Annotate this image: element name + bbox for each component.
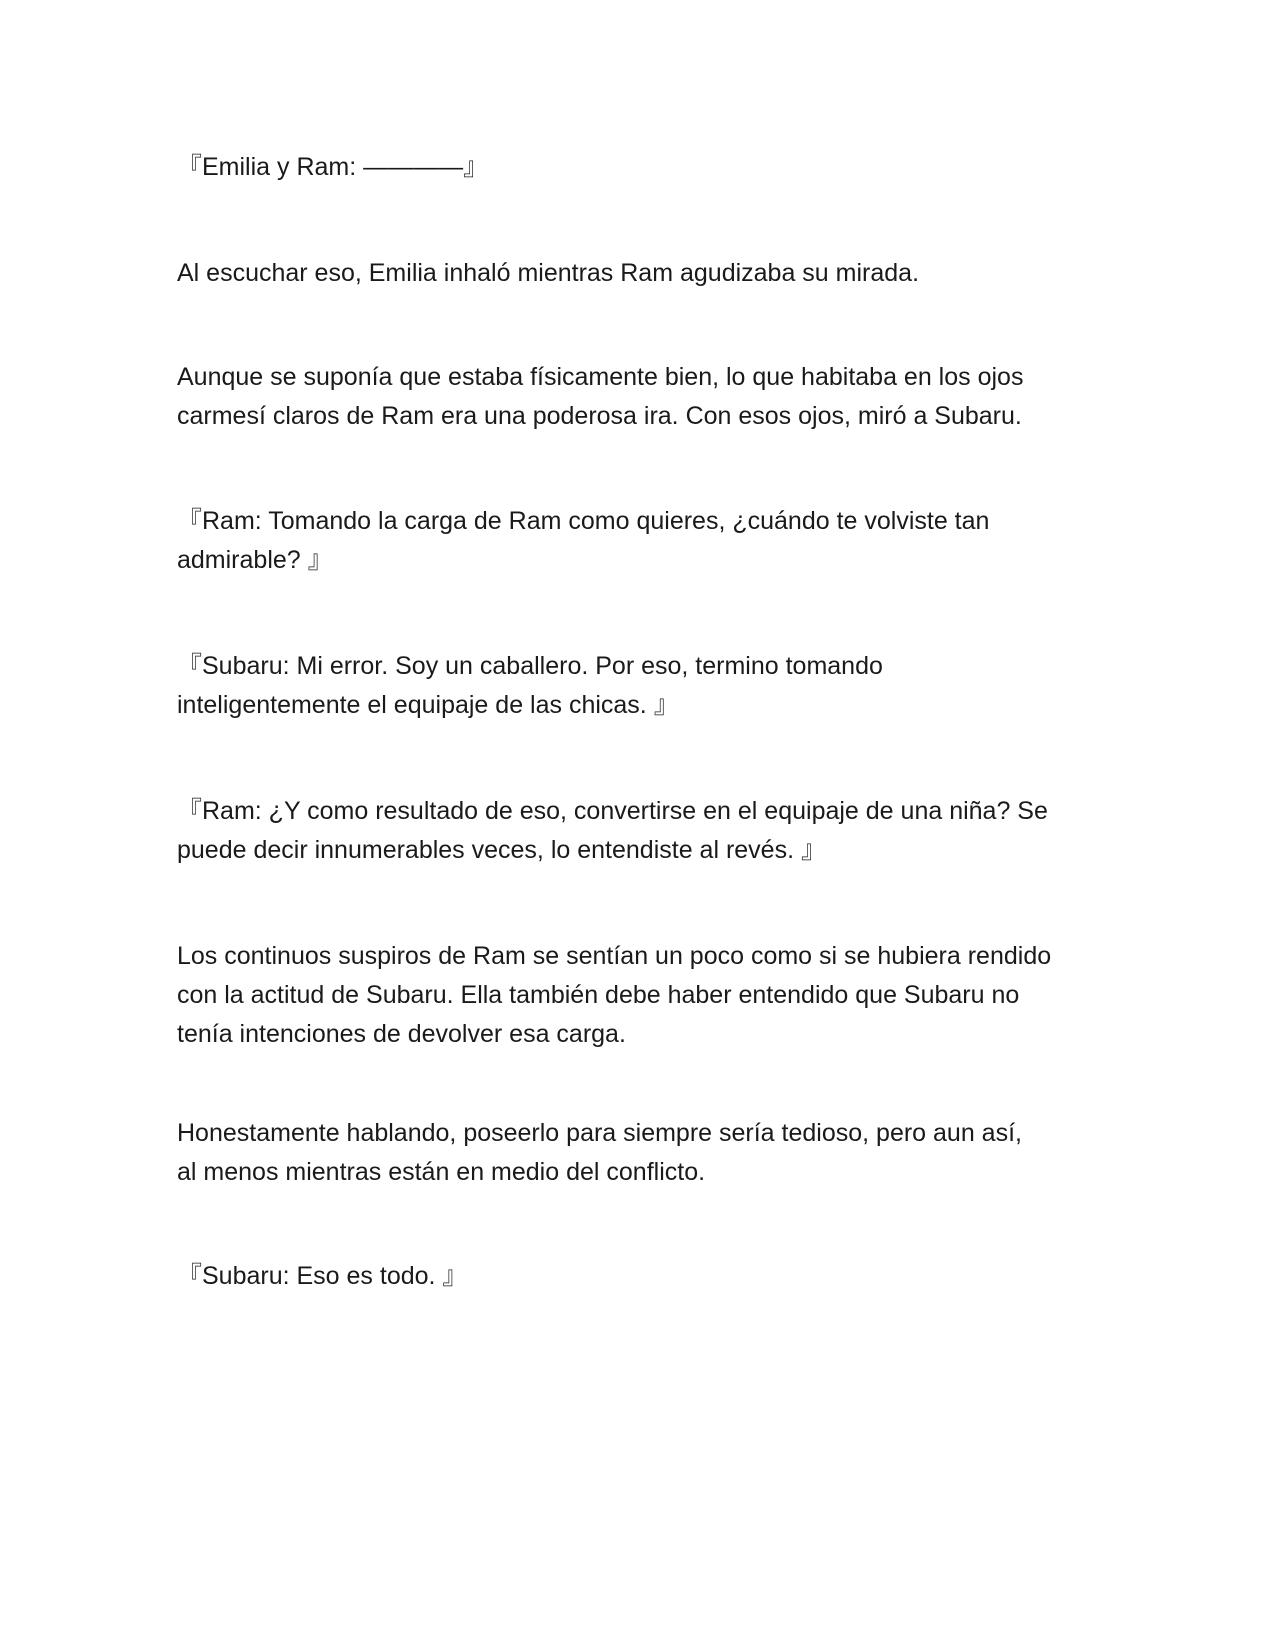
text-line: inteligentemente el equipaje de las chicas. 』 <box>177 691 679 719</box>
narration-paragraph <box>177 358 1107 436</box>
text-line: carmesí claros de Ram era una poderosa ira. Con esos ojos, miró a Subaru. <box>177 402 1022 430</box>
narration-paragraph <box>177 254 1107 293</box>
text-line: tenía intenciones de devolver esa carga. <box>177 1020 626 1048</box>
text-line: Aunque se suponía que estaba físicamente bien, lo que habitaba en los ojos <box>177 363 1024 391</box>
text-line: con la actitud de Subaru. Ella también debe haber entendido que Subaru no <box>177 981 1020 1009</box>
narration-paragraph <box>177 1114 1107 1192</box>
text-line: al menos mientras están en medio del conflicto. <box>177 1158 706 1186</box>
text-line: 『Subaru: Mi error. Soy un caballero. Por eso, termino tomando <box>177 652 883 680</box>
text-line: 『Subaru: Eso es todo. 』 <box>177 1262 468 1290</box>
dialogue-paragraph <box>177 502 1107 580</box>
text-line: puede decir innumerables veces, lo entendiste al revés. 』 <box>177 836 826 864</box>
text-line: 『Ram: Tomando la carga de Ram como quieres, ¿cuándo te volviste tan <box>177 507 990 535</box>
dialogue-paragraph <box>177 1257 1107 1296</box>
text-line: Al escuchar eso, Emilia inhaló mientras Ram agudizaba su mirada. <box>177 259 920 287</box>
text-line: Honestamente hablando, poseerlo para siempre sería tedioso, pero aun así, <box>177 1119 1022 1147</box>
text-line: admirable? 』 <box>177 546 333 574</box>
narration-paragraph <box>177 937 1107 1054</box>
text-line: 『Ram: ¿Y como resultado de eso, convertirse en el equipaje de una niña? Se <box>177 797 1048 825</box>
dialogue-paragraph <box>177 647 1107 725</box>
dialogue-paragraph <box>177 148 1107 187</box>
dialogue-paragraph <box>177 792 1107 870</box>
text-line: 『Emilia y Ram: ————』 <box>177 153 489 181</box>
text-line: Los continuos suspiros de Ram se sentían un poco como si se hubiera rendido <box>177 942 1052 970</box>
